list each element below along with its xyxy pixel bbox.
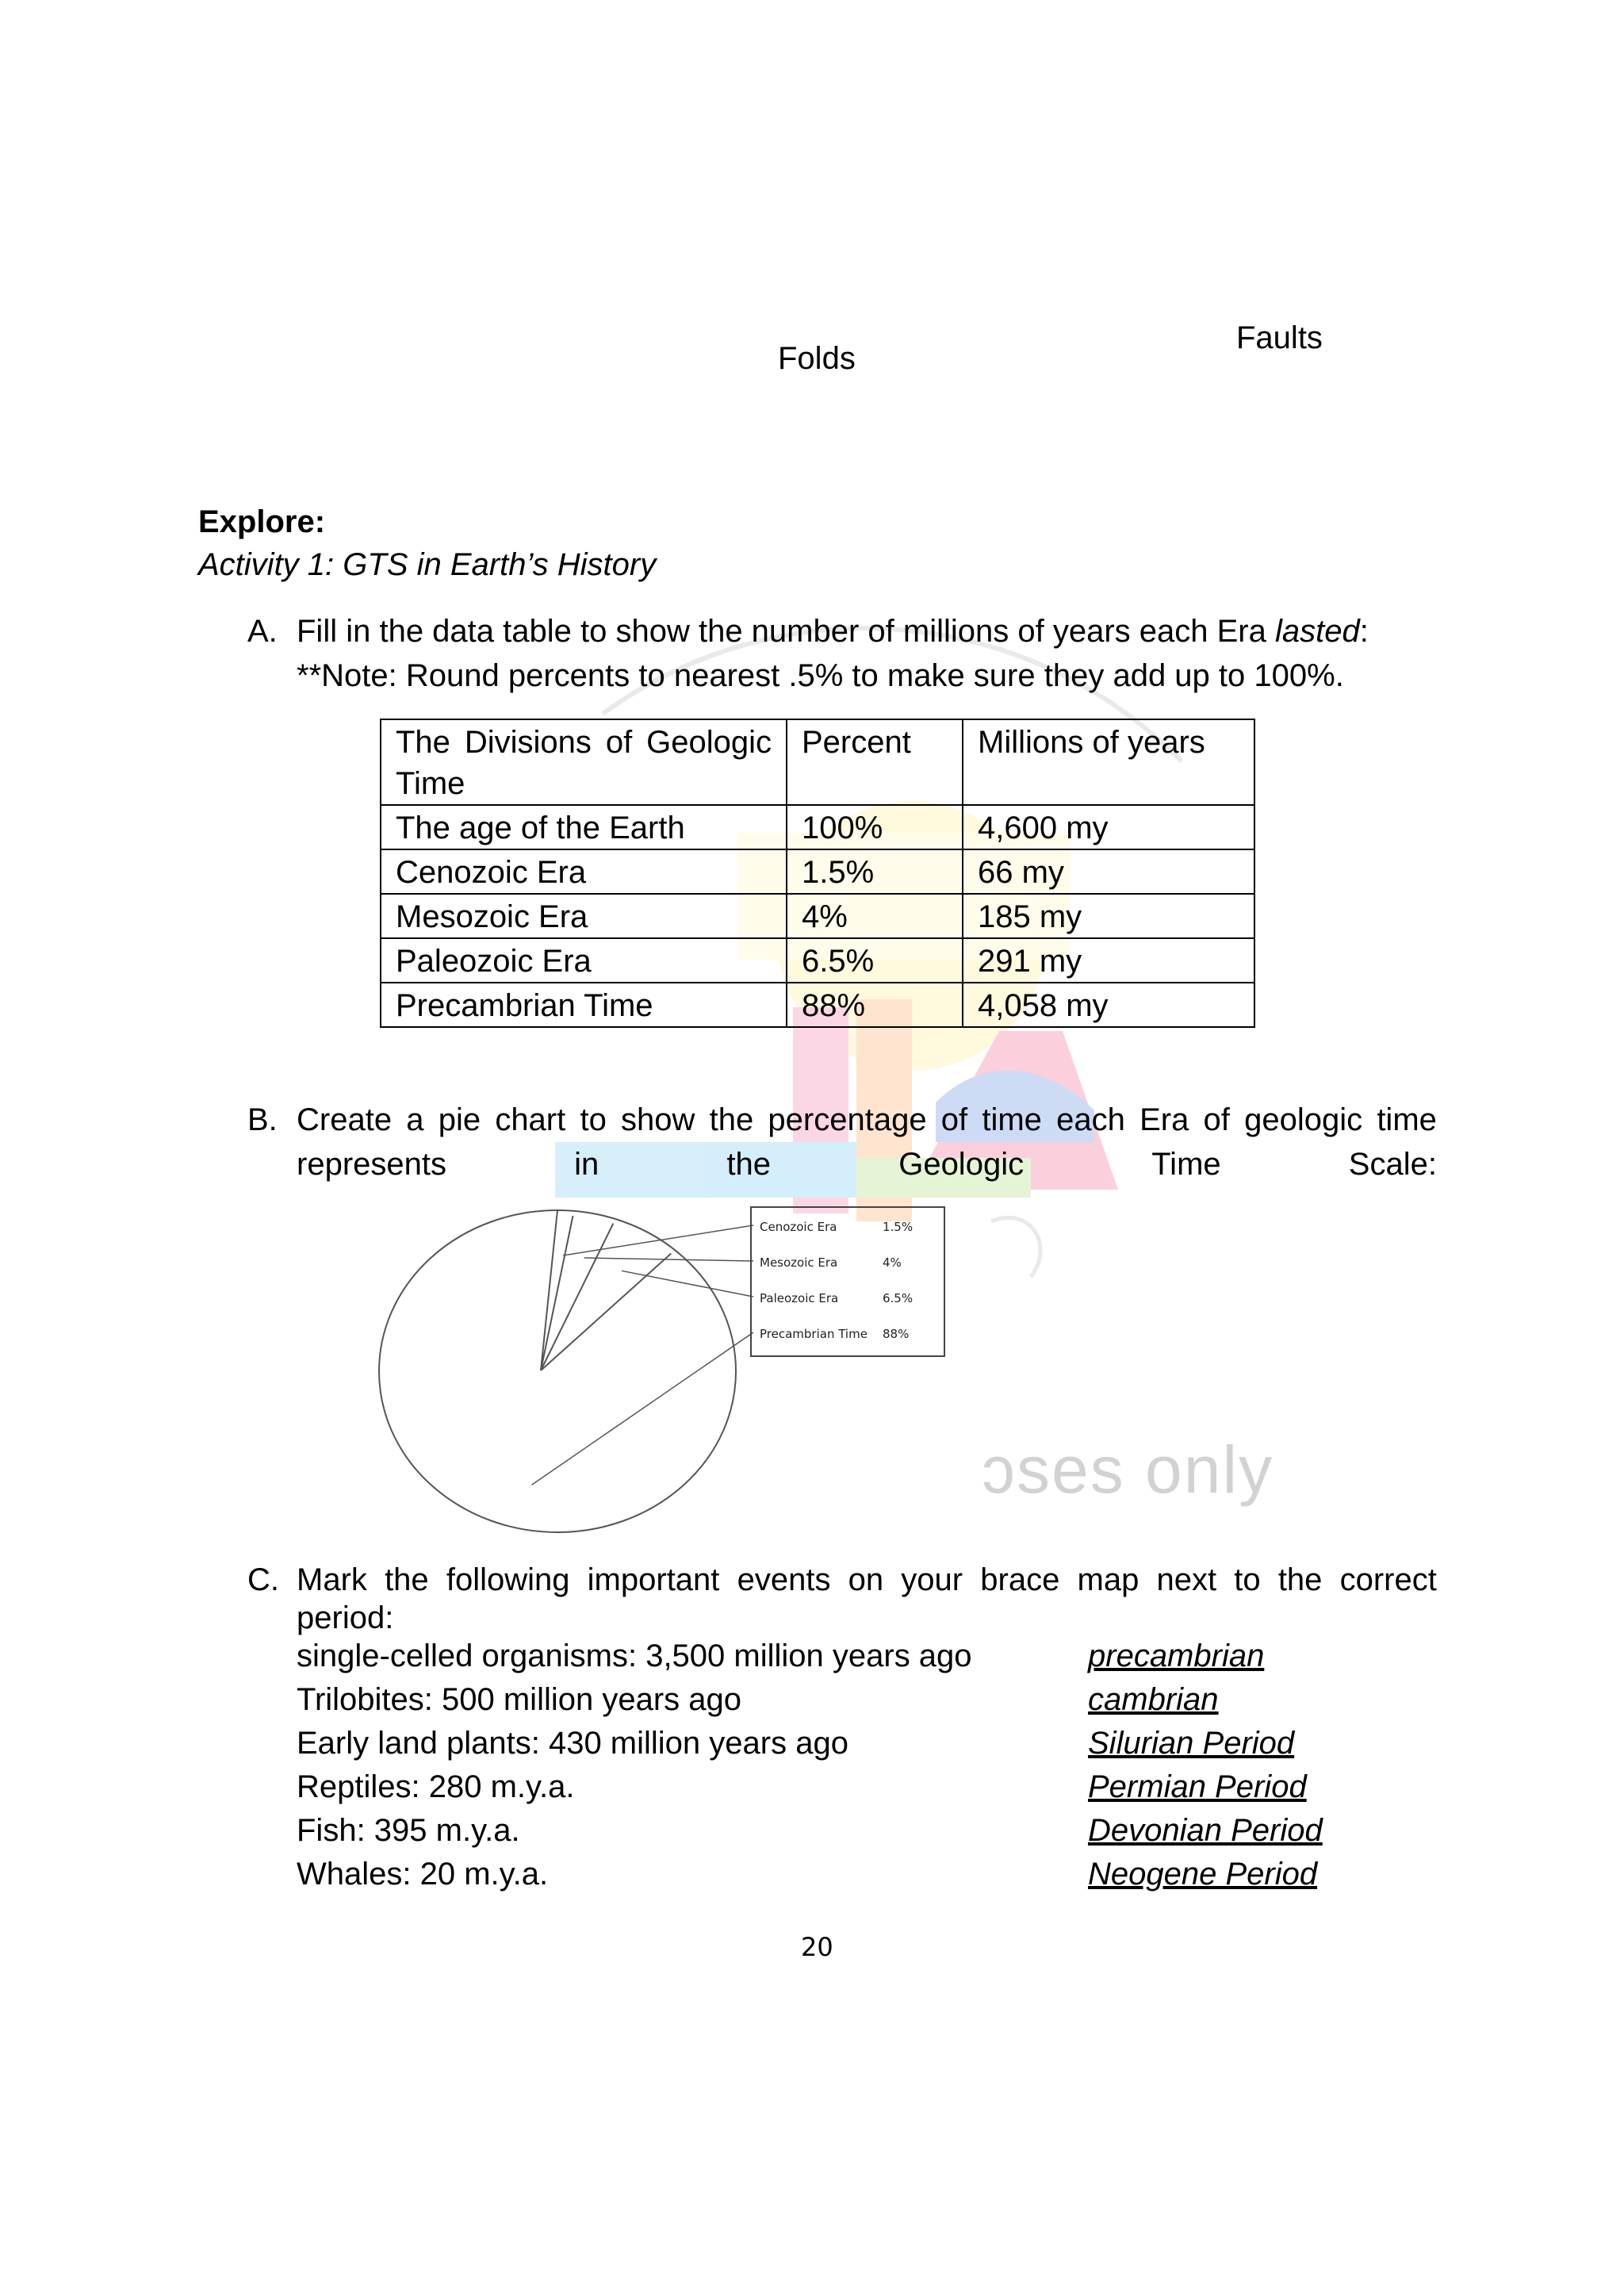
legend-item [760,1219,914,1235]
section-c-word: the [1277,1562,1323,1597]
activity-title: Activity 1: GTS in Earth’s History [198,547,657,582]
folds-label: Folds [778,341,856,376]
section-b-word: Era [1139,1102,1189,1137]
section-c-word: following [446,1562,570,1597]
table-cell: 6.5% [787,938,963,983]
watermark-text: ɔses only [982,1432,1274,1507]
event-answer: Silurian Period [1088,1726,1295,1761]
section-b-word: time [1377,1102,1437,1137]
legend-value: 88% [883,1327,910,1341]
event-text: Trilobites: 500 million years ago [297,1682,741,1717]
legend-label: Precambrian Time [760,1327,868,1341]
section-b-word: to [580,1102,607,1137]
section-c-word: correct [1339,1562,1437,1597]
legend-value: 1.5% [883,1220,914,1234]
section-c-word: events [737,1562,831,1597]
table-cell: Cenozoic Era [381,849,787,894]
table-row [381,983,1254,1027]
section-b-line1 [297,1101,1437,1139]
section-c-word: next [1156,1562,1217,1597]
section-b-word: each [1056,1102,1125,1137]
event-answer: cambrian [1088,1682,1219,1717]
table-cell: The age of the Earth [381,805,787,849]
legend-value: 6.5% [883,1291,914,1305]
section-c-word: on [848,1562,884,1597]
chart-legend [750,1206,945,1357]
event-answer: Devonian Period [1088,1813,1323,1848]
section-b-word: represents [297,1147,446,1182]
table-row [381,938,1254,983]
table-cell: Mesozoic Era [381,894,787,938]
legend-label: Paleozoic Era [760,1291,839,1305]
table-row [381,894,1254,938]
table-cell: 185 my [963,894,1254,938]
table-header-cell: Percent [787,719,963,805]
section-b-word: a [406,1102,424,1137]
table-cell: Paleozoic Era [381,938,787,983]
table-header-row [381,719,1254,805]
section-b-word: percentage [768,1102,927,1137]
event-answer: Permian Period [1088,1769,1307,1804]
section-b-word: time [982,1102,1042,1137]
explore-heading: Explore: [198,504,326,539]
table-cell: 100% [787,805,963,849]
section-b-word: Scale: [1348,1147,1437,1182]
table-row [381,805,1254,849]
section-b-word: show [621,1102,695,1137]
legend-item [760,1326,910,1342]
section-b-word: of [1203,1102,1230,1137]
table-cell: 1.5% [787,849,963,894]
table-row [381,849,1254,894]
section-a-marker: A. [247,614,278,649]
section-b-marker: B. [247,1102,278,1137]
section-c-word: to [1234,1562,1261,1597]
table-cell: 4,600 my [963,805,1254,849]
section-b-word: the [709,1102,754,1137]
table-cell: 4,058 my [963,983,1254,1027]
table-cell: 291 my [963,938,1254,983]
legend-label: Cenozoic Era [760,1220,837,1234]
section-c-word: your [901,1562,963,1597]
section-a-note: **Note: Round percents to nearest .5% to make sure they add up to 100%. [297,658,1344,693]
section-b-word: Geologic [898,1147,1025,1182]
section-c-word: important [587,1562,720,1597]
legend-item [760,1255,902,1271]
section-c-word: Mark [297,1562,367,1597]
table-cell: Precambrian Time [381,983,787,1027]
event-text: Reptiles: 280 m.y.a. [297,1769,575,1804]
event-text: Early land plants: 430 million years ago [297,1726,848,1761]
section-c-word: brace [980,1562,1060,1597]
section-b-word: Time [1151,1147,1221,1182]
table-header-cell: The Divisions of Geologic Time [381,719,787,805]
section-b-word: chart [495,1102,566,1137]
pie-chart [349,1198,730,1562]
table-cell: 66 my [963,849,1254,894]
section-c-line1 [297,1561,1437,1599]
event-text: Whales: 20 m.y.a. [297,1857,549,1892]
event-text: Fish: 395 m.y.a. [297,1813,520,1848]
section-c-word: map [1077,1562,1139,1597]
section-c-line2: period: [297,1600,394,1635]
section-c-word: the [385,1562,429,1597]
section-b-word: geologic [1244,1102,1363,1137]
table-header-cell: Millions of years [963,719,1254,805]
table-cell: 4% [787,894,963,938]
geologic-time-table [380,719,1255,1028]
legend-value: 4% [883,1255,902,1270]
event-answer: Neogene Period [1088,1857,1318,1892]
section-b-word: Create [297,1102,393,1137]
section-b-word: in [574,1147,599,1182]
section-b-line2 [297,1145,1437,1183]
table-cell: 88% [787,983,963,1027]
section-b-word: the [726,1147,772,1182]
event-text: single-celled organisms: 3,500 million years ago [297,1639,972,1673]
section-b-word: of [940,1102,968,1137]
pie-outline [379,1210,736,1532]
page-number: 20 [801,1932,833,1962]
faults-label: Faults [1236,320,1323,355]
legend-label: Mesozoic Era [760,1255,838,1270]
legend-item [760,1290,914,1306]
section-a-instruction: Fill in the data table to show the number of millions of years each Era lasted: [297,614,1369,649]
section-b-word: pie [438,1102,481,1137]
section-c-marker: C. [247,1562,279,1597]
event-answer: precambrian [1088,1639,1265,1673]
